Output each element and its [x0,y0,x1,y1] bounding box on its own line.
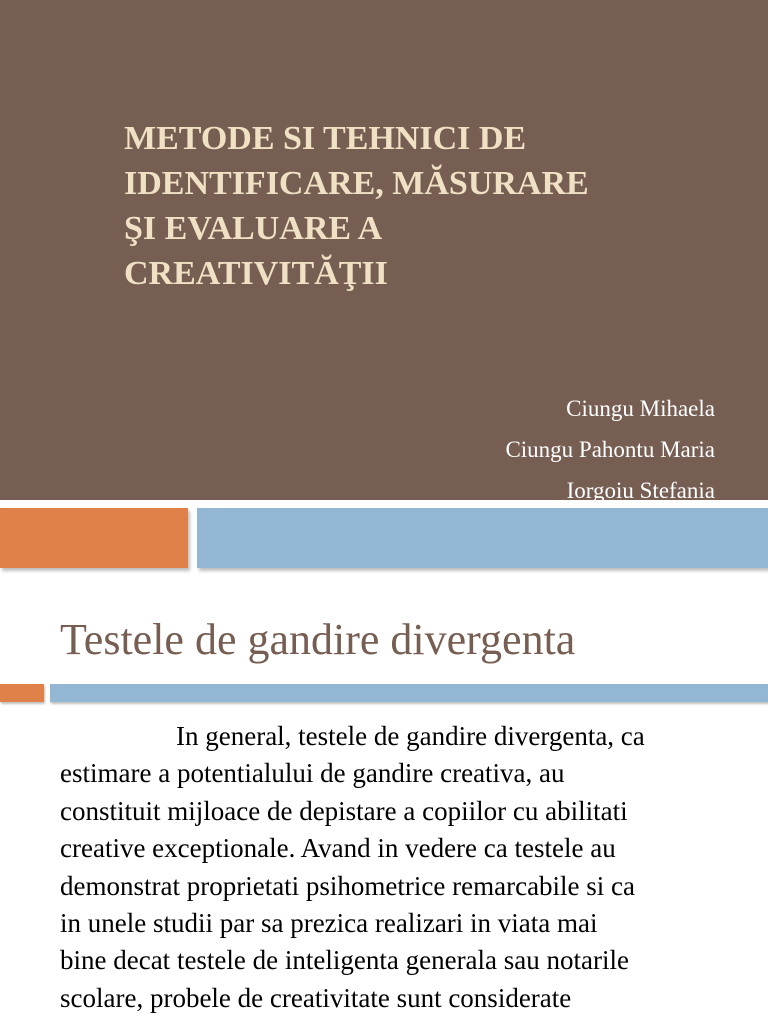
title-line: ŞI EVALUARE A [124,210,383,247]
author-name: Ciungu Pahontu Maria [505,437,715,462]
paragraph-line: In general, testele de gandire divergenta, ca [176,721,645,751]
paragraph-line: bine decat testele de inteligenta generala sau notarile [60,945,629,976]
author-name: Iorgoiu Stefania [566,478,715,503]
title-line: IDENTIFICARE, MĂSURARE [124,165,589,202]
paragraph-line: creative exceptionale. Avand in vedere ca testele au [60,833,616,864]
slide-title: Testele de gandire divergenta [60,615,576,664]
paragraph-line: scolare, probele de creativitate sunt considerate [60,982,572,1013]
title-slide [0,0,768,503]
title-line: METODE SI TEHNICI DE [124,120,527,157]
paragraph-line: in unele studii par sa prezica realizari in viata mai [60,908,598,939]
author-name: Ciungu Mihaela [566,396,715,421]
title-line: CREATIVITĂŢII [124,255,388,292]
paragraph-line: constituit mijloace de depistare a copiilor cu abilitati [60,795,628,826]
paragraph-line: demonstrat proprietati psihometrice remarcabile si ca [60,870,636,901]
authors-list [505,388,715,511]
accent-bar-orange [0,508,188,568]
body-paragraph [60,718,760,1017]
divider-bar-orange [0,684,44,702]
divider-bar-blue [50,684,768,702]
accent-bar-blue [197,508,768,568]
paragraph-line: estimare a potentialului de gandire creativa, au [60,758,565,789]
presentation-title [124,116,684,296]
